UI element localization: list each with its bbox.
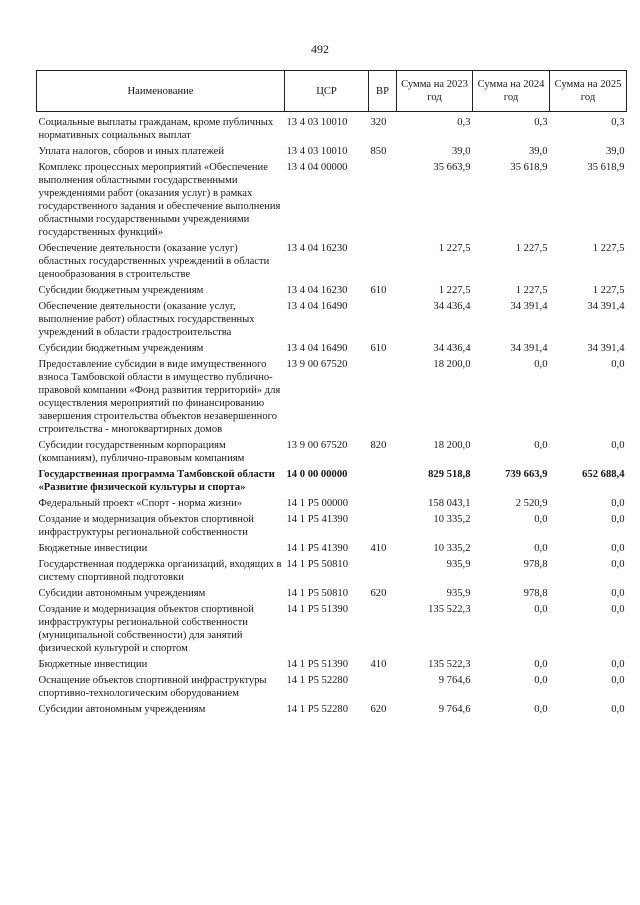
cell-csr: 14 1 P5 51390 (286, 604, 349, 615)
table-row (37, 342, 627, 358)
cell-vr (369, 358, 397, 439)
table-row (37, 358, 627, 439)
cell-sum-2023: 935,9 (446, 588, 471, 599)
cell-sum-2025: 0,3 (611, 117, 625, 128)
table-row (37, 558, 627, 587)
cell-sum-2025: 34 391,4 (587, 301, 625, 312)
cell-sum-2025: 39,0 (605, 146, 625, 157)
table-row (37, 658, 627, 674)
cell-sum-2024: 1 227,5 (515, 285, 548, 296)
cell-sum-2025: 652 688,4 (582, 469, 625, 480)
cell-sum-2024: 34 391,4 (510, 301, 548, 312)
table-row (37, 112, 627, 146)
cell-sum-2024: 0,0 (534, 440, 548, 451)
cell-vr (369, 513, 397, 542)
table-row (37, 284, 627, 300)
cell-sum-2024: 0,0 (534, 514, 548, 525)
cell-vr (369, 603, 397, 658)
cell-vr: 620 (370, 704, 387, 715)
cell-sum-2023: 158 043,1 (428, 498, 471, 509)
cell-sum-2025: 1 227,5 (592, 243, 625, 254)
cell-csr: 13 4 03 10010 (286, 146, 348, 157)
cell-name: Создание и модернизация объектов спортивной инфраструктуры региональной собственности (муниципальной собственности) для занятий физической культурой и спортом (38, 604, 254, 654)
cell-sum-2023: 135 522,3 (428, 659, 471, 670)
cell-name: Субсидии бюджетным учреждениям (38, 343, 204, 354)
cell-csr: 14 1 P5 50810 (286, 588, 349, 599)
cell-sum-2023: 34 436,4 (433, 343, 471, 354)
cell-sum-2024: 0,0 (534, 604, 548, 615)
cell-sum-2024: 978,8 (523, 559, 548, 570)
cell-csr: 13 4 04 00000 (286, 162, 348, 173)
cell-vr: 610 (370, 343, 387, 354)
cell-vr: 320 (370, 117, 387, 128)
cell-sum-2025: 0,0 (611, 659, 625, 670)
cell-csr: 14 1 P5 50810 (286, 559, 349, 570)
table-row (37, 587, 627, 603)
cell-csr: 13 9 00 67520 (286, 359, 348, 370)
cell-vr (369, 497, 397, 513)
cell-name: Комплекс процессных мероприятий «Обеспечение выполнения областными государственными учреждениями работ (оказания услуг) в рамках государственного задания и обеспечение выполнения областными государственными учреждениями государственных функций» (38, 162, 281, 238)
cell-sum-2024: 39,0 (528, 146, 548, 157)
budget-table (36, 70, 627, 719)
header-csr: ЦСР (285, 71, 369, 112)
cell-sum-2023: 1 227,5 (438, 285, 471, 296)
cell-sum-2025: 0,0 (611, 514, 625, 525)
cell-vr (369, 242, 397, 284)
cell-sum-2024: 0,0 (534, 359, 548, 370)
cell-sum-2025: 0,0 (611, 559, 625, 570)
table-row (37, 145, 627, 161)
cell-name: Субсидии автономным учреждениям (38, 704, 206, 715)
cell-sum-2023: 0,3 (457, 117, 471, 128)
cell-name: Федеральный проект «Спорт - норма жизни» (38, 498, 243, 509)
cell-sum-2025: 35 618,9 (587, 162, 625, 173)
cell-sum-2023: 18 200,0 (433, 440, 471, 451)
cell-vr (369, 558, 397, 587)
cell-csr: 14 1 P5 52280 (286, 675, 349, 686)
cell-sum-2024: 0,0 (534, 659, 548, 670)
cell-name: Субсидии автономным учреждениям (38, 588, 206, 599)
cell-name: Социальные выплаты гражданам, кроме публичных нормативных социальных выплат (38, 117, 274, 141)
cell-sum-2023: 18 200,0 (433, 359, 471, 370)
table-row (37, 468, 627, 497)
header-name: Наименование (37, 71, 285, 112)
cell-sum-2023: 1 227,5 (438, 243, 471, 254)
cell-name: Государственная программа Тамбовской области «Развитие физической культуры и спорта» (38, 469, 275, 493)
page-number: 492 (311, 42, 329, 56)
cell-name: Обеспечение деятельности (оказание услуг) областных государственных учреждений в области ценообразования в строительстве (38, 243, 270, 280)
cell-name: Государственная поддержка организаций, входящих в систему спортивной подготовки (38, 559, 282, 583)
table-row (37, 242, 627, 284)
cell-vr: 410 (370, 543, 387, 554)
table-row (37, 439, 627, 468)
cell-vr: 850 (370, 146, 387, 157)
cell-vr: 610 (370, 285, 387, 296)
cell-name: Бюджетные инвестиции (38, 543, 148, 554)
cell-csr: 14 1 P5 00000 (286, 498, 349, 509)
cell-sum-2023: 39,0 (451, 146, 471, 157)
cell-sum-2023: 9 764,6 (438, 675, 471, 686)
cell-name: Оснащение объектов спортивной инфраструктуры спортивно-технологическим оборудованием (38, 675, 267, 699)
header-sum-2025: Сумма на 2025 год (550, 71, 627, 112)
cell-name: Обеспечение деятельности (оказание услуг, выполнение работ) областных государственных учреждений в области градостроительства (38, 301, 255, 338)
header-sum-2024: Сумма на 2024 год (473, 71, 550, 112)
cell-sum-2024: 739 663,9 (505, 469, 548, 480)
cell-vr (369, 674, 397, 703)
cell-sum-2024: 2 520,9 (515, 498, 548, 509)
cell-vr: 820 (370, 440, 387, 451)
cell-vr: 410 (370, 659, 387, 670)
cell-sum-2024: 978,8 (523, 588, 548, 599)
cell-sum-2025: 34 391,4 (587, 343, 625, 354)
table-row (37, 603, 627, 658)
cell-name: Бюджетные инвестиции (38, 659, 148, 670)
cell-csr: 13 4 04 16490 (286, 301, 348, 312)
cell-name: Предоставление субсидии в виде имущественного взноса Тамбовской области в имущество публично-правовой компании «Фонд развития территорий» для осуществления мероприятий по финансированию завершения строительства объектов незавершенного строительства - многоквартирных домов (38, 359, 281, 435)
cell-sum-2025: 0,0 (611, 604, 625, 615)
cell-csr: 13 4 04 16230 (286, 243, 348, 254)
table-row (37, 497, 627, 513)
table-row (37, 161, 627, 242)
table-row (37, 674, 627, 703)
cell-sum-2025: 0,0 (611, 588, 625, 599)
cell-name: Создание и модернизация объектов спортивной инфраструктуры региональной собственности (38, 514, 254, 538)
cell-sum-2025: 0,0 (611, 440, 625, 451)
cell-csr: 14 1 P5 52280 (286, 704, 349, 715)
cell-vr: 620 (370, 588, 387, 599)
cell-vr (369, 300, 397, 342)
cell-sum-2023: 135 522,3 (428, 604, 471, 615)
cell-sum-2025: 1 227,5 (592, 285, 625, 296)
header-vr: ВР (369, 71, 397, 112)
cell-sum-2024: 35 618,9 (510, 162, 548, 173)
table-row (37, 542, 627, 558)
cell-sum-2024: 1 227,5 (515, 243, 548, 254)
cell-sum-2025: 0,0 (611, 543, 625, 554)
cell-sum-2023: 10 335,2 (433, 543, 471, 554)
cell-sum-2023: 935,9 (446, 559, 471, 570)
cell-sum-2024: 0,0 (534, 675, 548, 686)
cell-sum-2025: 0,0 (611, 704, 625, 715)
cell-csr: 14 1 P5 41390 (286, 514, 349, 525)
table-row (37, 513, 627, 542)
cell-sum-2024: 34 391,4 (510, 343, 548, 354)
cell-csr: 14 0 00 00000 (286, 469, 348, 480)
cell-sum-2024: 0,3 (534, 117, 548, 128)
cell-sum-2025: 0,0 (611, 498, 625, 509)
cell-csr: 13 9 00 67520 (286, 440, 348, 451)
cell-name: Субсидии государственным корпорациям (компаниям), публично-правовым компаниям (38, 440, 245, 464)
table-row (37, 703, 627, 719)
header-sum-2023: Сумма на 2023 год (397, 71, 473, 112)
cell-csr: 13 4 04 16490 (286, 343, 348, 354)
cell-name: Субсидии бюджетным учреждениям (38, 285, 204, 296)
cell-sum-2025: 0,0 (611, 359, 625, 370)
cell-vr (369, 468, 397, 497)
cell-name: Уплата налогов, сборов и иных платежей (38, 146, 225, 157)
cell-sum-2023: 9 764,6 (438, 704, 471, 715)
cell-sum-2024: 0,0 (534, 543, 548, 554)
cell-sum-2024: 0,0 (534, 704, 548, 715)
table-row (37, 300, 627, 342)
cell-sum-2023: 35 663,9 (433, 162, 471, 173)
cell-sum-2023: 829 518,8 (428, 469, 471, 480)
cell-sum-2025: 0,0 (611, 675, 625, 686)
cell-csr: 13 4 03 10010 (286, 117, 348, 128)
cell-vr (369, 161, 397, 242)
cell-sum-2023: 10 335,2 (433, 514, 471, 525)
cell-csr: 14 1 P5 51390 (286, 659, 349, 670)
cell-csr: 13 4 04 16230 (286, 285, 348, 296)
cell-csr: 14 1 P5 41390 (286, 543, 349, 554)
table-header-row (37, 71, 627, 112)
cell-sum-2023: 34 436,4 (433, 301, 471, 312)
